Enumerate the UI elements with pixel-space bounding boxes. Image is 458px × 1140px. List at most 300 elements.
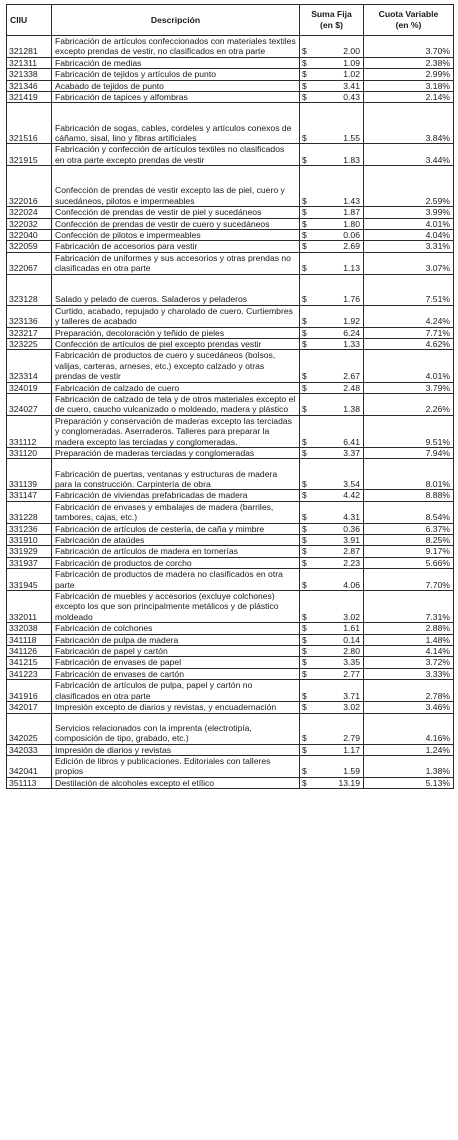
fixed-amount-cell (300, 69, 364, 80)
activity-description: Confección de prendas de vestir excepto las de piel, cuero y sucedáneos, pilotos e impermeables (52, 166, 300, 207)
table-row (7, 623, 454, 634)
variable-rate-value: 4.04% (364, 230, 454, 241)
table-row (7, 305, 454, 327)
table-row (7, 80, 454, 91)
activity-description: Fabricación de papel y cartón (52, 646, 300, 657)
currency-symbol: $ (302, 154, 307, 165)
fixed-amount-cell (300, 230, 364, 241)
ciiu-code: 324027 (7, 393, 52, 415)
activity-description: Fabricación de puertas, ventanas y estructuras de madera para la construcción. Carpintería de obra (52, 459, 300, 490)
variable-rate-value: 3.72% (364, 657, 454, 668)
fixed-amount-cell (300, 393, 364, 415)
table-row (7, 646, 454, 657)
fixed-amount-cell (300, 305, 364, 327)
activity-description: Fabricación de artículos confeccionados con materiales textiles excepto prendas de vestir, no clasificados en otra parte (52, 36, 300, 58)
fixed-amount-value: 3.02 (343, 611, 360, 622)
fixed-amount-value: 1.55 (343, 133, 360, 144)
activity-description: Salado y pelado de cueros. Saladeros y peladeros (52, 274, 300, 305)
table-row (7, 546, 454, 557)
ciiu-code: 331937 (7, 557, 52, 568)
variable-rate-value: 3.07% (364, 252, 454, 274)
table-row (7, 755, 454, 777)
activity-description: Fabricación de tejidos y artículos de punto (52, 69, 300, 80)
ciiu-code: 341126 (7, 646, 52, 657)
activity-description: Fabricación de artículos de cestería, de caña y mimbre (52, 523, 300, 534)
fixed-amount-cell (300, 382, 364, 393)
ciiu-code: 342017 (7, 702, 52, 713)
currency-symbol: $ (302, 133, 307, 144)
fixed-amount-value: 2.67 (343, 371, 360, 382)
variable-rate-value: 3.79% (364, 382, 454, 393)
activity-description: Fabricación de calzado de tela y de otros materiales excepto el de cuero, caucho vulcanizado o moldeado, madera y plástico (52, 393, 300, 415)
fixed-amount-value: 2.79 (343, 733, 360, 744)
ciiu-code: 351113 (7, 777, 52, 788)
variable-rate-value: 4.14% (364, 646, 454, 657)
currency-symbol: $ (302, 57, 307, 68)
fixed-amount-value: 1.83 (343, 154, 360, 165)
currency-symbol: $ (302, 668, 307, 679)
table-row (7, 382, 454, 393)
fixed-amount-value: 1.76 (343, 294, 360, 305)
activity-description: Fabricación de calzado de cuero (52, 382, 300, 393)
fixed-amount-value: 2.48 (343, 382, 360, 393)
fixed-amount-cell (300, 501, 364, 523)
table-row (7, 501, 454, 523)
table-row (7, 490, 454, 501)
fixed-amount-cell (300, 535, 364, 546)
activity-description: Preparación de maderas terciadas y conglomeradas (52, 447, 300, 458)
ciiu-code: 321419 (7, 92, 52, 103)
fixed-amount-cell (300, 36, 364, 58)
fixed-amount-value: 13.19 (338, 777, 360, 788)
currency-symbol: $ (302, 702, 307, 713)
variable-rate-value: 3.18% (364, 80, 454, 91)
currency-symbol: $ (302, 436, 307, 447)
ciiu-code: 322016 (7, 166, 52, 207)
ciiu-code: 331236 (7, 523, 52, 534)
ciiu-code: 323314 (7, 350, 52, 382)
fixed-amount-value: 1.33 (343, 338, 360, 349)
table-row (7, 680, 454, 702)
fixed-amount-cell (300, 252, 364, 274)
activity-description: Confección de pilotos e impermeables (52, 230, 300, 241)
header-fixed-amount (300, 5, 364, 36)
ciiu-code: 323128 (7, 274, 52, 305)
table-row (7, 744, 454, 755)
fixed-amount-value: 3.54 (343, 478, 360, 489)
fixed-amount-value: 0.43 (343, 92, 360, 103)
currency-symbol: $ (302, 523, 307, 534)
currency-symbol: $ (302, 512, 307, 523)
fixed-amount-value: 1.09 (343, 57, 360, 68)
ciiu-code: 322067 (7, 252, 52, 274)
table-header-row (7, 5, 454, 36)
variable-rate-value: 2.38% (364, 57, 454, 68)
ciiu-code: 323136 (7, 305, 52, 327)
table-row (7, 252, 454, 274)
currency-symbol: $ (302, 478, 307, 489)
variable-rate-value: 3.84% (364, 103, 454, 144)
variable-rate-value: 4.16% (364, 713, 454, 744)
ciiu-code: 321915 (7, 144, 52, 166)
currency-symbol: $ (302, 646, 307, 657)
activity-description: Confección de prendas de vestir de cuero y sucedáneos (52, 218, 300, 229)
fixed-amount-cell (300, 569, 364, 591)
currency-symbol: $ (302, 69, 307, 80)
variable-rate-value: 4.01% (364, 350, 454, 382)
variable-rate-value: 4.01% (364, 218, 454, 229)
variable-rate-value: 4.62% (364, 338, 454, 349)
variable-rate-value: 3.70% (364, 36, 454, 58)
table-row (7, 144, 454, 166)
activity-description: Edición de libros y publicaciones. Editoriales con talleres propios (52, 755, 300, 777)
activity-description: Fabricación de artículos de madera en tornerías (52, 546, 300, 557)
fixed-amount-cell (300, 668, 364, 679)
ciiu-code: 324019 (7, 382, 52, 393)
currency-symbol: $ (302, 733, 307, 744)
ciiu-code: 321338 (7, 69, 52, 80)
table-row (7, 523, 454, 534)
variable-rate-value: 1.48% (364, 634, 454, 645)
activity-description: Fabricación de productos de cuero y sucedáneos (bolsos, valijas, carteras, arneses, etc.) excepto calzado y otras prendas de vestir (52, 350, 300, 382)
ciiu-code: 342041 (7, 755, 52, 777)
fixed-amount-value: 2.77 (343, 668, 360, 679)
activity-description: Acabado de tejidos de punto (52, 80, 300, 91)
currency-symbol: $ (302, 490, 307, 501)
table-row (7, 350, 454, 382)
activity-description: Fabricación de accesorios para vestir (52, 241, 300, 252)
fixed-amount-value: 1.61 (343, 623, 360, 634)
activity-description: Fabricación de medias (52, 57, 300, 68)
ciiu-code: 342025 (7, 713, 52, 744)
fixed-amount-cell (300, 459, 364, 490)
header-variable-rate-line2: (en %) (395, 20, 422, 30)
fixed-amount-cell (300, 646, 364, 657)
currency-symbol: $ (302, 80, 307, 91)
fixed-amount-value: 4.06 (343, 579, 360, 590)
fixed-amount-cell (300, 680, 364, 702)
variable-rate-value: 2.99% (364, 69, 454, 80)
fixed-amount-value: 1.17 (343, 744, 360, 755)
fixed-amount-cell (300, 523, 364, 534)
variable-rate-value: 3.44% (364, 144, 454, 166)
fixed-amount-value: 6.41 (343, 436, 360, 447)
fixed-amount-cell (300, 634, 364, 645)
ciiu-code: 331929 (7, 546, 52, 557)
fixed-amount-value: 3.02 (343, 702, 360, 713)
table-row (7, 569, 454, 591)
variable-rate-value: 5.13% (364, 777, 454, 788)
variable-rate-value: 7.70% (364, 569, 454, 591)
fixed-amount-cell (300, 755, 364, 777)
ciiu-code: 331147 (7, 490, 52, 501)
variable-rate-value: 2.88% (364, 623, 454, 634)
ciiu-code: 341223 (7, 668, 52, 679)
fixed-amount-cell (300, 338, 364, 349)
header-ciiu: CIIU (7, 5, 52, 36)
currency-symbol: $ (302, 46, 307, 57)
activity-description: Curtido, acabado, repujado y charolado de cuero. Curtiembres y talleres de acabado (52, 305, 300, 327)
variable-rate-value: 2.14% (364, 92, 454, 103)
activity-description: Impresión de diarios y revistas (52, 744, 300, 755)
ciiu-code: 341215 (7, 657, 52, 668)
currency-symbol: $ (302, 218, 307, 229)
ciiu-code: 322024 (7, 207, 52, 218)
fixed-amount-value: 1.38 (343, 404, 360, 415)
variable-rate-value: 7.71% (364, 327, 454, 338)
table-row (7, 557, 454, 568)
table-row (7, 241, 454, 252)
fixed-amount-cell (300, 777, 364, 788)
fixed-amount-value: 3.71 (343, 690, 360, 701)
fixed-amount-value: 0.36 (343, 523, 360, 534)
activity-description: Confección de artículos de piel excepto prendas vestir (52, 338, 300, 349)
currency-symbol: $ (302, 92, 307, 103)
activity-description: Fabricación de pulpa de madera (52, 634, 300, 645)
currency-symbol: $ (302, 777, 307, 788)
variable-rate-value: 2.59% (364, 166, 454, 207)
currency-symbol: $ (302, 316, 307, 327)
activity-description: Fabricación de envases y embalajes de madera (barriles, tambores, cajas, etc.) (52, 501, 300, 523)
currency-symbol: $ (302, 230, 307, 241)
variable-rate-value: 7.31% (364, 591, 454, 623)
ciiu-code: 331228 (7, 501, 52, 523)
activity-description: Fabricación de uniformes y sus accesorios y otras prendas no clasificadas en otra parte (52, 252, 300, 274)
variable-rate-value: 9.17% (364, 546, 454, 557)
table-row (7, 415, 454, 447)
variable-rate-value: 3.31% (364, 241, 454, 252)
fixed-amount-cell (300, 350, 364, 382)
fixed-amount-value: 3.91 (343, 535, 360, 545)
fixed-amount-value: 1.87 (343, 207, 360, 218)
header-description: Descripción (52, 5, 300, 36)
fixed-amount-cell (300, 490, 364, 501)
variable-rate-value: 1.38% (364, 755, 454, 777)
currency-symbol: $ (302, 546, 307, 557)
fixed-amount-cell (300, 327, 364, 338)
fixed-amount-value: 2.00 (343, 46, 360, 57)
ciiu-code: 331910 (7, 535, 52, 546)
currency-symbol: $ (302, 579, 307, 590)
table-row (7, 702, 454, 713)
fixed-amount-value: 1.59 (343, 766, 360, 777)
table-row (7, 218, 454, 229)
activity-description: Impresión excepto de diarios y revistas, y encuadernación (52, 702, 300, 713)
fixed-amount-cell (300, 241, 364, 252)
fixed-amount-cell (300, 744, 364, 755)
table-row (7, 207, 454, 218)
fixed-amount-value: 3.37 (343, 447, 360, 458)
variable-rate-value: 8.54% (364, 501, 454, 523)
fixed-amount-cell (300, 103, 364, 144)
activity-description: Servicios relacionados con la imprenta (electrotipía, composición de tipo, grabado, etc.) (52, 713, 300, 744)
currency-symbol: $ (302, 744, 307, 755)
table-row (7, 57, 454, 68)
header-variable-rate-line1: Cuota Variable (378, 9, 439, 19)
fixed-amount-value: 3.41 (343, 80, 360, 91)
table-row (7, 36, 454, 58)
ciiu-code: 341118 (7, 634, 52, 645)
activity-description: Fabricación de sogas, cables, cordeles y artículos conexos de cáñamo, sisal, lino y fibras artificiales (52, 103, 300, 144)
currency-symbol: $ (302, 535, 307, 545)
fixed-amount-cell (300, 144, 364, 166)
table-row (7, 103, 454, 144)
header-fixed-amount-line2: (en $) (320, 20, 343, 30)
header-variable-rate (364, 5, 454, 36)
table-row (7, 166, 454, 207)
fixed-amount-cell (300, 591, 364, 623)
ciiu-code: 341916 (7, 680, 52, 702)
currency-symbol: $ (302, 657, 307, 668)
variable-rate-value: 3.33% (364, 668, 454, 679)
ciiu-code: 332011 (7, 591, 52, 623)
fixed-amount-cell (300, 546, 364, 557)
table-row (7, 459, 454, 490)
table-row (7, 393, 454, 415)
fixed-amount-cell (300, 623, 364, 634)
fixed-amount-cell (300, 274, 364, 305)
variable-rate-value: 6.37% (364, 523, 454, 534)
activity-description: Fabricación de muebles y accesorios (excluye colchones) excepto los que son principalmente metálicos y de plástico moldeado (52, 591, 300, 623)
fixed-amount-cell (300, 57, 364, 68)
fixed-amount-value: 2.23 (343, 557, 360, 568)
ciiu-code: 331945 (7, 569, 52, 591)
fixed-amount-value: 1.13 (343, 263, 360, 274)
fixed-amount-cell (300, 80, 364, 91)
ciiu-code: 322040 (7, 230, 52, 241)
table-row (7, 230, 454, 241)
fixed-amount-cell (300, 557, 364, 568)
activity-description: Fabricación de colchones (52, 623, 300, 634)
fixed-amount-value: 4.42 (343, 490, 360, 501)
currency-symbol: $ (302, 766, 307, 777)
ciiu-code: 323225 (7, 338, 52, 349)
fixed-amount-value: 0.06 (343, 230, 360, 241)
fixed-amount-value: 0.14 (343, 634, 360, 645)
fixed-amount-cell (300, 447, 364, 458)
table-row (7, 591, 454, 623)
ciiu-code: 321516 (7, 103, 52, 144)
table-row (7, 92, 454, 103)
ciiu-code: 331112 (7, 415, 52, 447)
ciiu-code: 332038 (7, 623, 52, 634)
ciiu-code: 322059 (7, 241, 52, 252)
currency-symbol: $ (302, 241, 307, 252)
variable-rate-value: 9.51% (364, 415, 454, 447)
table-row (7, 535, 454, 546)
table-row (7, 777, 454, 788)
currency-symbol: $ (302, 404, 307, 415)
variable-rate-value: 7.94% (364, 447, 454, 458)
ciiu-code: 322032 (7, 218, 52, 229)
fixed-amount-cell (300, 415, 364, 447)
fixed-amount-value: 1.02 (343, 69, 360, 80)
table-row (7, 634, 454, 645)
activity-description: Fabricación y confección de artículos textiles no clasificados en otra parte excepto prendas de vestir (52, 144, 300, 166)
fixed-amount-cell (300, 218, 364, 229)
variable-rate-value: 1.24% (364, 744, 454, 755)
table-row (7, 447, 454, 458)
currency-symbol: $ (302, 263, 307, 274)
fixed-amount-cell (300, 166, 364, 207)
fixed-amount-cell (300, 92, 364, 103)
activity-description: Fabricación de tapices y alfombras (52, 92, 300, 103)
currency-symbol: $ (302, 690, 307, 701)
variable-rate-value: 7.51% (364, 274, 454, 305)
currency-symbol: $ (302, 382, 307, 393)
activity-description: Destilación de alcoholes excepto el etílico (52, 777, 300, 788)
variable-rate-value: 8.25% (364, 535, 454, 546)
table-row (7, 327, 454, 338)
fixed-amount-value: 4.31 (343, 512, 360, 523)
fixed-amount-value: 2.87 (343, 546, 360, 557)
variable-rate-value: 8.88% (364, 490, 454, 501)
table-row (7, 668, 454, 679)
table-row (7, 274, 454, 305)
ciiu-rate-table (6, 4, 454, 789)
fixed-amount-cell (300, 657, 364, 668)
variable-rate-value: 2.78% (364, 680, 454, 702)
table-row (7, 657, 454, 668)
fixed-amount-value: 1.80 (343, 218, 360, 229)
fixed-amount-value: 2.80 (343, 646, 360, 657)
table-row (7, 338, 454, 349)
activity-description: Fabricación de viviendas prefabricadas de madera (52, 490, 300, 501)
fixed-amount-value: 1.43 (343, 195, 360, 206)
activity-description: Fabricación de envases de cartón (52, 668, 300, 679)
activity-description: Preparación, decoloración y teñido de pieles (52, 327, 300, 338)
currency-symbol: $ (302, 195, 307, 206)
ciiu-code: 331139 (7, 459, 52, 490)
variable-rate-value: 8.01% (364, 459, 454, 490)
table-row (7, 713, 454, 744)
activity-description: Preparación y conservación de maderas excepto las terciadas y conglomeradas. Aserraderos. Talleres para preparar la madera excepto las terciadas y conglomeradas. (52, 415, 300, 447)
ciiu-code: 323217 (7, 327, 52, 338)
currency-symbol: $ (302, 327, 307, 338)
fixed-amount-value: 2.69 (343, 241, 360, 252)
currency-symbol: $ (302, 338, 307, 349)
variable-rate-value: 5.66% (364, 557, 454, 568)
fixed-amount-value: 1.92 (343, 316, 360, 327)
activity-description: Fabricación de productos de corcho (52, 557, 300, 568)
currency-symbol: $ (302, 294, 307, 305)
ciiu-code: 321281 (7, 36, 52, 58)
currency-symbol: $ (302, 207, 307, 218)
activity-description: Fabricación de ataúdes (52, 535, 300, 546)
header-fixed-amount-line1: Suma Fija (311, 9, 352, 19)
activity-description: Confección de prendas de vestir de piel y sucedáneos (52, 207, 300, 218)
ciiu-code: 321311 (7, 57, 52, 68)
currency-symbol: $ (302, 611, 307, 622)
currency-symbol: $ (302, 623, 307, 634)
activity-description: Fabricación de envases de papel (52, 657, 300, 668)
fixed-amount-value: 3.35 (343, 657, 360, 668)
fixed-amount-cell (300, 713, 364, 744)
variable-rate-value: 4.24% (364, 305, 454, 327)
fixed-amount-cell (300, 702, 364, 713)
fixed-amount-value: 6.24 (343, 327, 360, 338)
fixed-amount-cell (300, 207, 364, 218)
currency-symbol: $ (302, 557, 307, 568)
variable-rate-value: 3.99% (364, 207, 454, 218)
variable-rate-value: 3.46% (364, 702, 454, 713)
currency-symbol: $ (302, 634, 307, 645)
table-row (7, 69, 454, 80)
ciiu-code: 342033 (7, 744, 52, 755)
ciiu-code: 321346 (7, 80, 52, 91)
ciiu-code: 331120 (7, 447, 52, 458)
activity-description: Fabricación de artículos de pulpa, papel y cartón no clasificados en otra parte (52, 680, 300, 702)
